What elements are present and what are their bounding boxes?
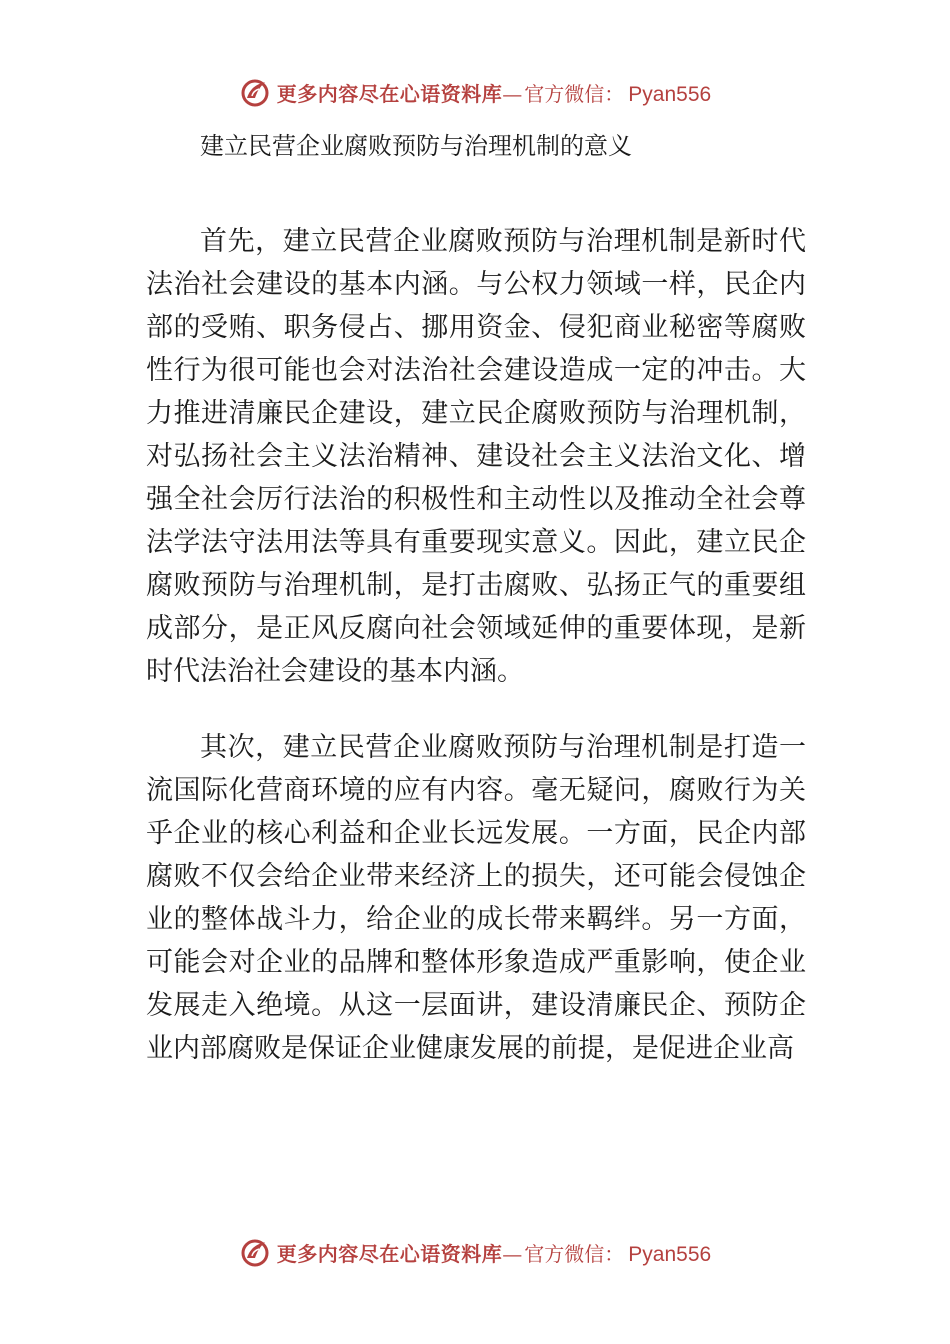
banner-text xyxy=(277,78,711,107)
banner-text xyxy=(277,1238,711,1267)
banner-wechat-label: 官方微信： xyxy=(524,1241,625,1266)
document-title: 建立民营企业腐败预防与治理机制的意义 xyxy=(200,132,632,160)
paragraph-second: 其次，建立民营企业腐败预防与治理机制是打造一流国际化营商环境的应有内容。毫无疑问，腐败行为关乎企业的核心利益和企业长远发展。一方面，民企内部腐败不仅会给企业带来经济上的损失，还可能会侵蚀企业的整体战斗力，给企业的成长带来羁绊。另一方面，可能会对企业的品牌和整体形象造成严重影响，使企业发展走入绝境。从这一层面讲，建设清廉民企、预防企业内部腐败是保证企业健康发展的前提，是促进企业高 xyxy=(146,732,806,1064)
banner-separator: — xyxy=(502,1241,523,1266)
paragraph-first: 首先，建立民营企业腐败预防与治理机制是新时代法治社会建设的基本内涵。与公权力领域一样，民企内部的受贿、职务侵占、挪用资金、侵犯商业秘密等腐败性行为很可能也会对法治社会建设造成一定的冲击。大力推进清廉民企建设，建立民企腐败预防与治理机制，对弘扬社会主义法治精神、建设社会主义法治文化、增强全社会厉行法治的积极性和主动性以及推动全社会尊法学法守法用法等具有重要现实意义。因此，建立民企腐败预防与治理机制，是打击腐败、弘扬正气的重要组成部分，是正风反腐向社会领域延伸的重要体现，是新时代法治社会建设的基本内涵。 xyxy=(146,226,806,687)
banner-wechat-label: 官方微信： xyxy=(524,81,625,106)
banner-main-text: 更多内容尽在心语资料库 xyxy=(276,81,503,106)
footer-banner xyxy=(0,1232,950,1272)
banner-wechat-id: Pyan556 xyxy=(628,1242,712,1266)
banner-main-text: 更多内容尽在心语资料库 xyxy=(276,1241,503,1266)
flame-swirl-logo-icon xyxy=(239,76,271,108)
header-banner xyxy=(0,72,950,112)
banner-separator: — xyxy=(502,81,523,106)
banner-wechat-id: Pyan556 xyxy=(628,82,712,106)
flame-swirl-logo-icon xyxy=(239,1236,271,1268)
